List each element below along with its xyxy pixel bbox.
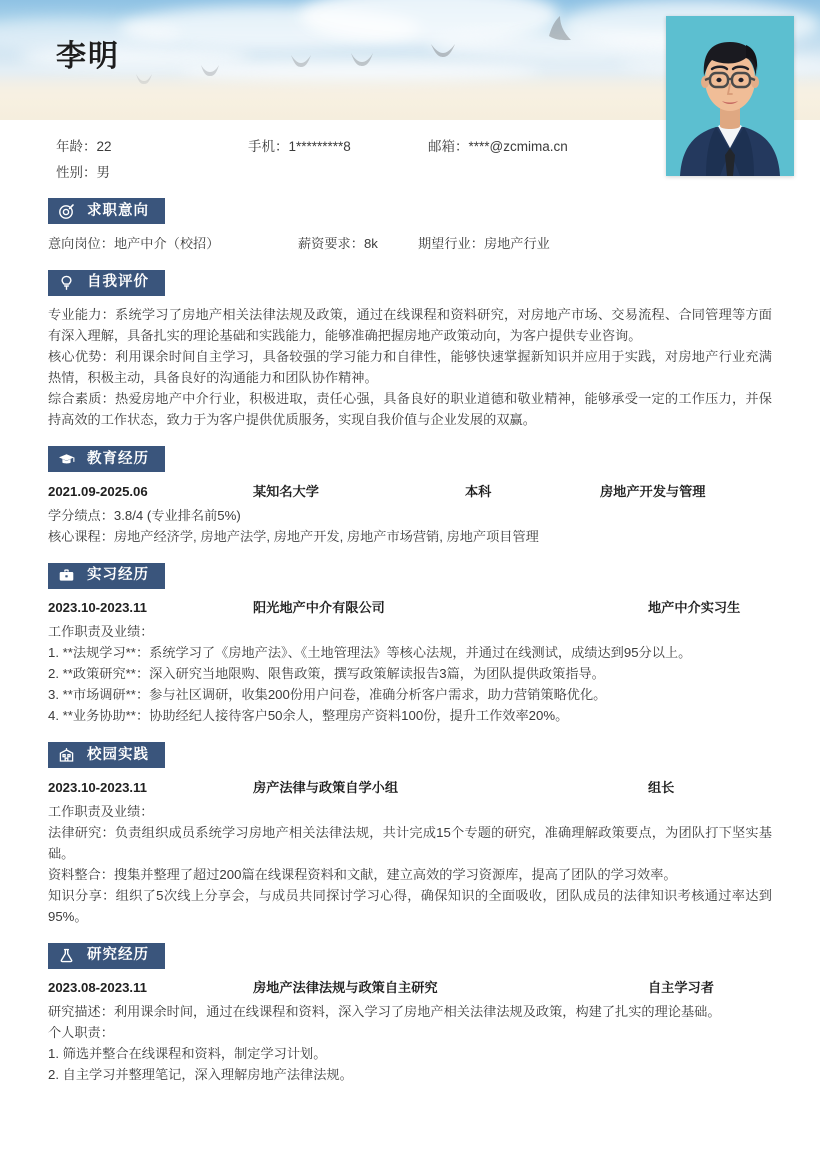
contact-gender <box>56 160 248 186</box>
section-title: 自我评价 <box>87 274 149 291</box>
education-entry-row <box>48 481 772 503</box>
target-icon <box>58 203 75 220</box>
internship-date: 2023.10-2023.11 <box>48 600 148 615</box>
internship-role: 地产中介实习生 <box>648 600 741 615</box>
contact-gender-label: 性别： <box>56 165 97 180</box>
graduation-cap-icon <box>58 451 75 468</box>
self-eval-paragraph: 核心优势：利用课余时间自主学习，具备较强的学习能力和自律性，能够快速掌握新知识并应用于实践，对房地产行业充满热情，积极主动，具备良好的沟通能力和团队协作精神。 <box>48 349 772 385</box>
section-header-self-evaluation <box>48 270 165 296</box>
contact-email <box>428 134 658 160</box>
contact-row <box>0 134 820 160</box>
school-building-icon <box>58 747 75 764</box>
section-body-self-evaluation <box>48 296 772 430</box>
briefcase-icon <box>58 567 75 584</box>
section-body-research <box>48 969 772 1085</box>
research-role: 自主学习者 <box>648 980 714 995</box>
intent-salary-value: 8k <box>363 235 378 251</box>
intent-salary-label: 薪资要求： <box>298 235 364 251</box>
page-title: 李明 <box>56 40 120 73</box>
intent-industry-label: 期望行业： <box>418 235 484 251</box>
section-header-internship <box>48 563 165 589</box>
job-intent-row <box>48 233 772 254</box>
section-education <box>48 446 772 547</box>
research-duty-item: 2. 自主学习并整理笔记，深入理解房地产法律法规。 <box>48 1067 353 1082</box>
section-header-job-intent <box>48 198 165 224</box>
campus-duty-heading: 工作职责及业绩： <box>48 803 154 819</box>
section-self-evaluation <box>48 270 772 431</box>
campus-role: 组长 <box>648 779 675 795</box>
intent-position <box>48 233 298 254</box>
research-duty-item: 1. 筛选并整合在线课程和资料，制定学习计划。 <box>48 1046 327 1061</box>
education-school: 某知名大学 <box>253 483 319 499</box>
section-header-campus-practice <box>48 742 165 768</box>
intent-position-value: 地产中介（校招） <box>113 235 220 251</box>
campus-org: 房产法律与政策自学小组 <box>253 779 399 795</box>
intent-industry <box>418 233 550 254</box>
education-degree: 本科 <box>465 483 492 499</box>
section-title: 教育经历 <box>87 450 149 467</box>
self-eval-paragraph: 综合素质：热爱房地产中介行业，积极进取，责任心强，具备良好的职业道德和敬业精神，能够承受一定的工作压力，并保持高效的工作状态，致力于为客户提供优质服务，实现自我价值与企业发展的双赢。 <box>48 391 772 427</box>
research-description: 研究描述：利用课余时间，通过在线课程和资料，深入学习了房地产相关法律法规及政策，构建了扎实的理论基础。 <box>48 1004 721 1019</box>
internship-duty-heading: 工作职责及业绩： <box>48 624 154 639</box>
contact-email-label: 邮箱： <box>428 139 469 154</box>
campus-entry-row <box>48 777 772 799</box>
internship-entry-row <box>48 597 772 619</box>
research-date: 2023.08-2023.11 <box>48 980 148 995</box>
campus-date: 2023.10-2023.11 <box>48 779 148 795</box>
contact-email-value: ****@zcmima.cn <box>468 139 568 154</box>
flask-icon <box>58 947 75 964</box>
seagull-icon <box>290 52 312 67</box>
section-internship <box>48 563 772 727</box>
section-body-internship <box>48 589 772 726</box>
seagull-icon <box>350 50 374 66</box>
contact-info <box>0 120 820 186</box>
intent-industry-value: 房地产行业 <box>483 235 550 251</box>
section-title: 求职意向 <box>87 202 149 219</box>
education-courses: 核心课程：房地产经济学, 房地产法学, 房地产开发, 房地产市场营销, 房地产项目管理 <box>48 528 539 544</box>
internship-company: 阳光地产中介有限公司 <box>253 600 385 615</box>
section-body-campus-practice <box>48 769 772 927</box>
section-job-intent <box>48 198 772 254</box>
research-topic: 房地产法律法规与政策自主研究 <box>253 980 438 995</box>
intent-salary <box>298 233 418 254</box>
section-title: 实习经历 <box>87 567 149 584</box>
research-entry-row <box>48 977 772 999</box>
campus-duty-item: 资料整合：搜集并整理了超过200篇在线课程资料和文献，建立高效的学习资源库，提高了团队的学习效率。 <box>48 866 677 882</box>
contact-age-value: 22 <box>96 139 112 154</box>
campus-duty-item: 知识分享：组织了5次线上分享会，与成员共同探讨学习心得，确保知识的全面吸收，团队成员的法律知识考核通过率达到95%。 <box>48 887 772 924</box>
contact-row <box>0 160 820 186</box>
section-header-education <box>48 446 165 472</box>
section-header-research <box>48 943 165 969</box>
section-body-job-intent <box>48 225 772 254</box>
section-title: 研究经历 <box>87 947 149 964</box>
resume-body <box>0 198 820 1085</box>
section-body-education <box>48 473 772 547</box>
lightbulb-icon <box>58 274 75 291</box>
contact-phone-label: 手机： <box>248 139 289 154</box>
contact-gender-value: 男 <box>96 165 110 180</box>
internship-duty-item: 4. **业务协助**：协助经纪人接待客户50余人，整理房产资料100份，提升工作效率20%。 <box>48 708 569 723</box>
contact-phone <box>248 134 428 160</box>
contact-phone-value: 1*********8 <box>288 139 351 154</box>
intent-position-label: 意向岗位： <box>48 235 114 251</box>
education-gpa: 学分绩点：3.8/4 (专业排名前5%) <box>48 507 241 523</box>
internship-duty-item: 3. **市场调研**：参与社区调研，收集200份用户问卷，准确分析客户需求，助力营销策略优化。 <box>48 687 607 702</box>
contact-age <box>56 134 248 160</box>
section-campus-practice <box>48 742 772 927</box>
research-duty-heading: 个人职责： <box>48 1025 114 1040</box>
internship-duty-item: 2. **政策研究**：深入研究当地限购、限售政策，撰写政策解读报告3篇，为团队提供政策指导。 <box>48 666 605 681</box>
self-eval-paragraph: 专业能力：系统学习了房地产相关法律法规及政策，通过在线课程和资料研究，对房地产市场、交易流程、合同管理等方面有深入理解，具备扎实的理论基础和实践能力，能够准确把握房地产政策动向，为客户提供专业咨询。 <box>48 307 772 343</box>
contact-age-label: 年龄： <box>56 139 97 154</box>
section-research <box>48 943 772 1086</box>
seagull-icon <box>430 40 456 58</box>
education-date: 2021.09-2025.06 <box>48 483 148 499</box>
section-title: 校园实践 <box>87 746 149 763</box>
seagull-icon <box>545 14 575 48</box>
education-major: 房地产开发与管理 <box>600 483 706 499</box>
internship-duty-item: 1. **法规学习**：系统学习了《房地产法》、《土地管理法》等核心法规，并通过在线测试，成绩达到95分以上。 <box>48 645 692 660</box>
campus-duty-item: 法律研究：负责组织成员系统学习房地产相关法律法规，共计完成15个专题的研究，准确理解政策要点，为团队打下坚实基础。 <box>48 824 772 861</box>
